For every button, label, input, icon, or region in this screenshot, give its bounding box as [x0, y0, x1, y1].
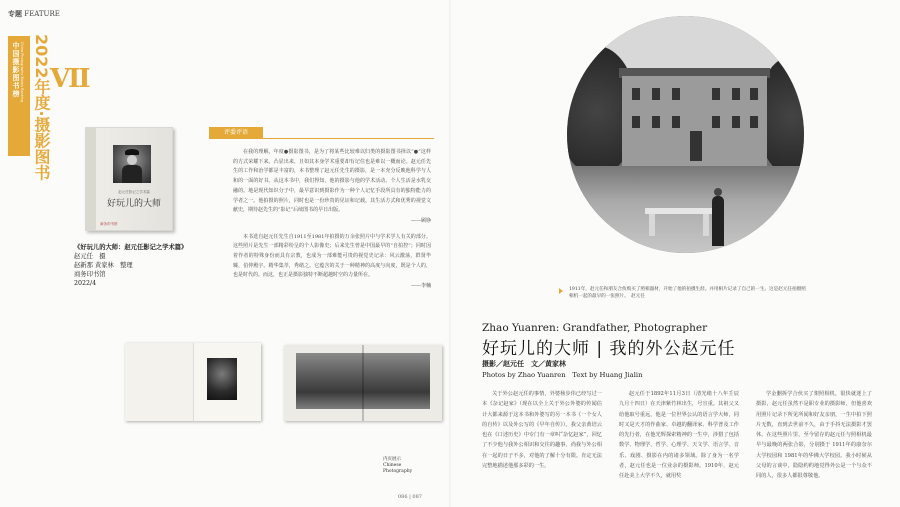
book-cover-subtitle: 赵元任影记之学术篇 — [118, 190, 150, 194]
book-cover-portrait — [113, 145, 151, 183]
window — [732, 116, 740, 128]
book-info-date: 2022/4 — [74, 280, 97, 287]
section-label: 专题 — [8, 9, 22, 18]
vignette-photo-caption: 1911年，赵元任和朋友合伙购买了照相器材，开始了他的拍摄生涯。并用相片记录了自己的一生。这是赵元任拍摄照相机一起的最早的一张照片。 赵元任 — [569, 287, 806, 299]
book-info-publisher: 商务印书馆 — [74, 271, 106, 278]
judges-comment-label: 评委评语 — [209, 127, 263, 138]
spread-caption-line: Chinese — [383, 463, 402, 468]
window — [652, 88, 660, 100]
book-cover-title: 好玩儿的大师 — [106, 199, 161, 209]
brand-vertical-title: 2022年度·摄影图书 — [32, 34, 51, 181]
judges-commentary — [233, 148, 431, 298]
article-byline-en: Photos by Zhao Yuanren Text by Huang Jialin — [482, 371, 643, 379]
book-info-title: 《好玩儿的大师：赵元任影记之学术篇》 — [74, 244, 188, 251]
window — [712, 116, 720, 128]
book-info-photographer: 赵元任 摄 — [74, 253, 106, 260]
article-byline-cn: 摄影／赵元任 文／黄家林 — [482, 359, 566, 368]
portrait-face — [127, 155, 137, 165]
portrait-body — [122, 165, 142, 183]
spread-caption-line: 内页展示 — [383, 457, 401, 462]
commentary-signature: ——李楠 — [410, 283, 431, 290]
window — [652, 116, 660, 128]
window — [672, 116, 680, 128]
photo-building — [622, 76, 767, 171]
commentary-paragraph: 本书选自赵元任先生自1911至1981年拍摄的万余张照片中与学术学人有关的部分。这些照片是先生一部精彩纷呈的个人影像史；后来先生曾是中国最早的“自拍控”；同时因着作者的特殊身份而具有宗教，也成为一部难能可贵的视觉史记录：风云激荡，群贤毕臻，伯仲殿宇。精华集萃，秀绪之。它蕴含的关于一种精神的高度与向度，既是个人的，也是时代的。而这，也正是摄影独特不断超越时空的力量所在。 — [233, 233, 431, 279]
window — [672, 88, 680, 100]
book-spread-photo-group — [284, 345, 442, 421]
spread-caption-line: Photography — [383, 469, 413, 474]
person-head — [714, 188, 722, 196]
section-header — [8, 9, 60, 19]
window — [632, 116, 640, 128]
window — [750, 88, 758, 100]
article-paragraph: 关于外公赵元任的事情，外婆杨步伟已经写过一本《杂记赵家》（现在以全上关于外公外婆的传闻估计大都来源于这本书和外婆写的另一本书《一个女人的自传》以及外公写的《早年自传》）。我父亲黄培云也在《口述历史》中专门有一章叫“杂忆赵家”，回忆了不少他与我外公相识和交往的趣事，尚我与外公相在一起的日子不多，对他的了解十分有限。肯定无法完整地描述他那多彩的一生。 — [482, 391, 602, 470]
commentary-signature: ——顾铮 — [410, 217, 431, 224]
brand-tab-en: China Photography Books Ranking — [20, 42, 24, 103]
spread-caption — [383, 457, 412, 475]
window — [632, 88, 640, 100]
article-column-1 — [482, 389, 602, 471]
window — [712, 88, 720, 100]
article-column-3 — [756, 389, 872, 482]
brand-tab-text: 中国摄影图书榜 — [12, 42, 20, 98]
commentary-paragraph: 在我的理解，年度●摄影图书，是为了将某些比较难以归类的摄影图书择以“●”这样的方式荣耀下来。凸显出来，且如其本身学术重要却有记住也是难以一概而论。赵元任先生的工作和治学都是丰富的，本书整理了赵元任先生的摄影，是一本充分反映他科学与人和的一面的好书。从这本书中，我们得知，他的摄影与他的学术活动、个人生活是水乳交融的。地是现代知识分子中，最早意识到摄影作为一种个人记忆手段所具有的独特能力的学者之一。他拍摄的照片，同时也是一份珍贵的见证和记载。其生活方式和优秀的视觉文献史，期待赵先生的“影记”后续图书的早日出版。 — [233, 149, 431, 214]
article-paragraph: 赵元任于1892年11月3日（清光绪十八年壬辰九月十四日）在天津紫竹林出生，号宣重。其祖父又给他取号重远，他是一位世界公认的语言学大师，同时又是天才的作曲家、卓越的翻译家、科学普及工作的先行者，在他光辉探索精神的一生中，涉猎了包括数学、物理学、哲学、心理学、天文学、语言学、音乐、戏剧、摄影在内的诸多领域。除了身为一名学者，赵元任也是一位业余的摄影师。1910年，赵元任赴美上大学不久，就用奖 — [619, 391, 739, 480]
book-cover — [85, 127, 173, 231]
brand-tab — [8, 36, 30, 156]
photo-person — [712, 196, 724, 246]
brand-roman-numeral: VII — [50, 64, 89, 94]
page-numbers: 086 | 087 — [398, 494, 422, 500]
spread-fold — [362, 345, 364, 421]
article-paragraph: 学金删拆学合伙买了架照相机，很快就迷上了摄影，赵元任虽然不是职专业的摄影师，但他喜欢用照片记录下所见所闻和好友亲朋，一生中拍下照片无数，直到去世前不久，由于手抖无法摄影才罢休。在这些照片里，至今留存的赵元任与照相机最早与最晚的两张合影，分别摄于 1911年的康奈尔大学校园和 1981年的华佛大学校园。我小时候从父母的言谈中，隐隐约约地觉得外公是一个与众不同的人，很多人都很尊敬他。 — [756, 391, 872, 480]
section-label-en: FEATURE — [24, 10, 60, 18]
spread-portrait-image — [207, 358, 237, 400]
book-info-editors: 赵新那 黄家林 整理 — [74, 262, 133, 269]
bench-leg — [649, 214, 655, 236]
caption-arrow-icon — [559, 288, 563, 294]
article-column-2 — [619, 389, 739, 482]
book-cover-publisher: 商务印书馆 — [100, 222, 118, 226]
article-title-en: Zhao Yuanren: Grandfather, Photographer — [482, 322, 708, 334]
book-spread-photo-portrait — [125, 343, 261, 421]
judges-comment-rule — [209, 138, 434, 139]
vignette-photo-campus — [567, 16, 804, 253]
article-title-cn: 好玩儿的大师 | 我的外公赵元任 — [482, 339, 736, 359]
window — [750, 116, 758, 128]
page-gutter — [449, 0, 451, 507]
window — [732, 88, 740, 100]
book-info — [74, 243, 187, 288]
bench-leg — [703, 214, 709, 236]
book-spine — [86, 128, 96, 230]
window — [690, 131, 702, 161]
